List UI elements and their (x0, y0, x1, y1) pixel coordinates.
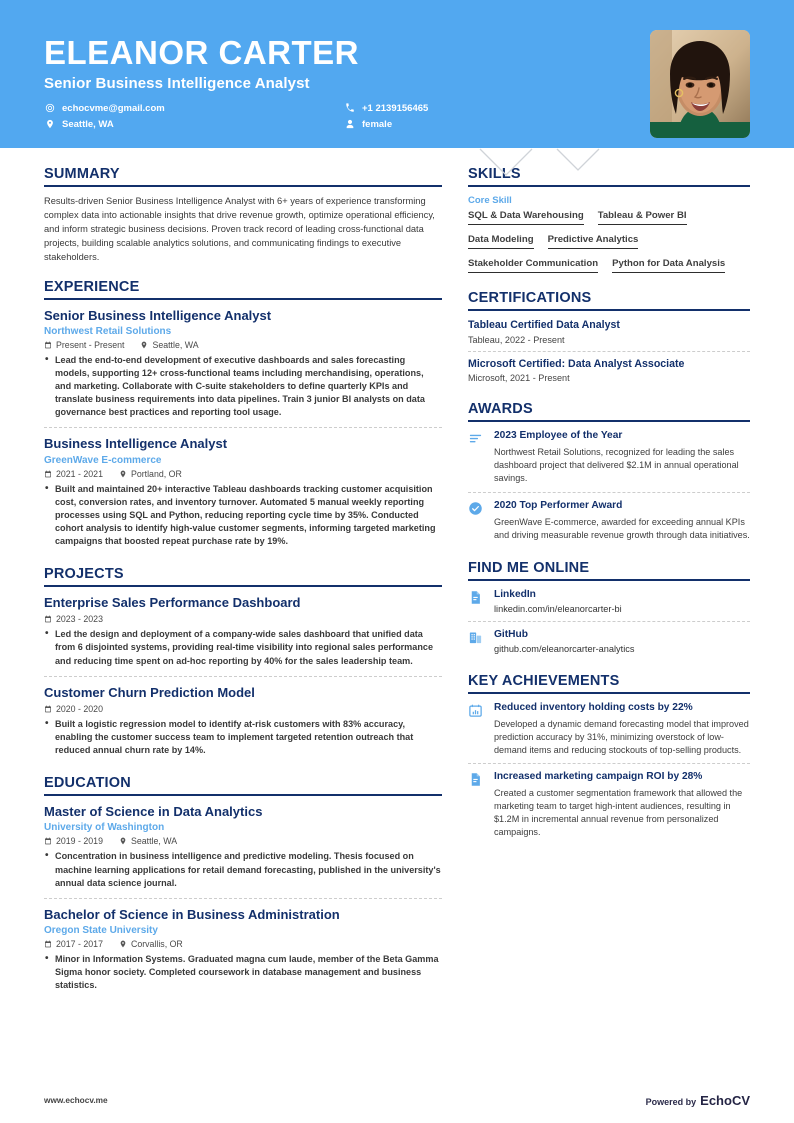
entry-location: Corvallis, OR (119, 939, 183, 949)
award-title: 2020 Top Performer Award (494, 499, 623, 511)
section-education (44, 775, 442, 1000)
contact-gender-value: female (362, 118, 393, 130)
project-entry (44, 595, 442, 677)
at-icon (44, 103, 55, 114)
pin-icon (119, 837, 127, 845)
entry-meta (44, 704, 442, 714)
contact-list (44, 103, 428, 130)
divider (468, 579, 750, 581)
entry-dates: 2019 - 2019 (44, 836, 103, 846)
calendar-icon (44, 837, 52, 845)
online-profile-url[interactable]: linkedin.com/in/eleanorcarter-bi (494, 604, 622, 615)
header-left (44, 30, 428, 130)
resume-body (0, 148, 794, 1008)
resume-footer (0, 1077, 794, 1123)
bullet: • Led the design and deployment of a company-wide sales dashboard that unified data from 6 disjointed systems, providing real-time visibility into regional sales performance and reducing time spent on ad-hoc reporting by 40% for the sales leadership team. (44, 628, 442, 667)
pin-icon (119, 940, 127, 948)
entry-title: Bachelor of Science in Business Administration (44, 906, 340, 922)
certification-item (468, 358, 750, 390)
entry-location: Seattle, WA (140, 340, 198, 350)
certification-subtitle: Tableau, 2022 - Present (468, 334, 565, 345)
right-column (468, 166, 750, 1008)
section-summary (44, 166, 442, 265)
document-icon (468, 589, 485, 614)
section-skills (468, 166, 750, 278)
entry-bullets (44, 850, 442, 889)
entry-dates: 2017 - 2017 (44, 939, 103, 949)
certification-title: Microsoft Certified: Data Analyst Associate (468, 357, 685, 370)
section-find-me-online (468, 560, 750, 661)
job-title: Senior Business Intelligence Analyst (44, 74, 310, 92)
section-heading-projects: PROJECTS (44, 566, 124, 583)
online-profile-title: GitHub (494, 629, 528, 641)
experience-entry (44, 308, 442, 429)
avatar-illustration (650, 30, 750, 138)
section-heading-experience: EXPERIENCE (44, 278, 140, 295)
contact-location (44, 119, 344, 130)
project-entry (44, 685, 442, 766)
award-title: 2023 Employee of the Year (494, 430, 623, 442)
achievement-item (468, 702, 750, 764)
section-experience (44, 279, 442, 556)
education-entry (44, 804, 442, 899)
section-awards (468, 401, 750, 548)
skill-tag: Stakeholder Communication (468, 258, 598, 273)
certification-subtitle: Microsoft, 2021 - Present (468, 373, 570, 384)
entry-title: Business Intelligence Analyst (44, 436, 228, 452)
phone-icon (344, 103, 355, 114)
bullet: • Built and maintained 20+ interactive Tableau dashboards tracking customer acquisition cost, conversion rates, and inventory turnover. Automated 5 manual weekly reporting processes using SQL and Python, reducing reporting cycle time by 35%. Conducted cohort analysis to identify high-value customer segments, informing targeted marketing campaigns that boosted repeat purchase rate by 19%. (44, 483, 442, 548)
entry-bullets (44, 483, 442, 548)
section-projects (44, 566, 442, 765)
calendar-chart-icon (468, 702, 485, 756)
achievement-description: Created a customer segmentation framework that allowed the marketing team to target high-intent audiences, resulting in $1.2M in incremental annual revenue from personalized campaigns. (494, 788, 743, 837)
skill-group-label: Core Skill (468, 195, 512, 206)
entry-meta (44, 614, 442, 624)
entry-dates: 2021 - 2021 (44, 469, 103, 479)
entry-title: Enterprise Sales Performance Dashboard (44, 595, 301, 611)
section-heading-achievements: KEY ACHIEVEMENTS (468, 672, 620, 689)
divider (468, 185, 750, 187)
person-icon (344, 119, 355, 130)
calendar-icon (44, 940, 52, 948)
pin-icon (44, 119, 55, 130)
divider (44, 298, 442, 300)
entry-dates: 2023 - 2023 (44, 614, 103, 624)
entry-dates: 2020 - 2020 (44, 704, 103, 714)
calendar-icon (44, 615, 52, 623)
entry-title: Senior Business Intelligence Analyst (44, 307, 272, 323)
contact-phone[interactable] (344, 103, 428, 114)
page-title: ELEANOR CARTER (44, 34, 360, 71)
award-item (468, 500, 750, 549)
online-profile-url[interactable]: github.com/eleanorcarter-analytics (494, 643, 635, 654)
achievement-description: Developed a dynamic demand forecasting model that improved prediction accuracy by 31%, minimizing overstock of low-demand items and reducing stockouts of top-selling products. (494, 718, 749, 755)
entry-dates: Present - Present (44, 340, 124, 350)
entry-meta (44, 939, 442, 949)
entry-title: Customer Churn Prediction Model (44, 684, 255, 700)
skill-tag: SQL & Data Warehousing (468, 210, 584, 225)
skill-tag: Predictive Analytics (548, 234, 639, 249)
entry-location: Portland, OR (119, 469, 182, 479)
building-icon (468, 629, 485, 654)
entry-organization: University of Washington (44, 822, 165, 834)
achievement-item (468, 771, 750, 845)
section-heading-summary: SUMMARY (44, 166, 120, 182)
contact-phone-value: +1 2139156465 (362, 102, 429, 114)
section-heading-certifications: CERTIFICATIONS (468, 290, 592, 306)
entry-title: Master of Science in Data Analytics (44, 804, 263, 820)
section-heading-skills: SKILLS (468, 166, 521, 182)
contact-email[interactable] (44, 103, 344, 114)
skill-tag: Python for Data Analysis (612, 258, 725, 273)
entry-meta (44, 340, 442, 350)
online-profile-title: LinkedIn (494, 589, 536, 601)
divider (468, 309, 750, 311)
certification-item (468, 319, 750, 352)
calendar-icon (44, 341, 52, 349)
entry-bullets (44, 718, 442, 757)
resume-header (0, 0, 794, 148)
section-certifications (468, 290, 750, 389)
entry-organization: Oregon State University (44, 924, 158, 936)
skill-tag: Data Modeling (468, 234, 534, 249)
avatar (650, 30, 750, 138)
footer-brand: EchoCV (700, 1092, 750, 1108)
section-heading-education: EDUCATION (44, 775, 131, 792)
document-icon (468, 771, 485, 838)
contact-email-value: echocvme@gmail.com (62, 102, 165, 114)
check-circle-icon (468, 500, 485, 542)
award-description: Northwest Retail Solutions, recognized for leading the sales dashboard project that delivered $2.1M in annual operational savings. (494, 447, 739, 483)
education-entry (44, 907, 442, 1001)
left-column (44, 166, 442, 1008)
bullet: • Concentration in business intelligence and predictive modeling. Thesis focused on machine learning applications for retail demand forecasting, published in the university's annual data science journal. (44, 850, 442, 889)
entry-bullets (44, 354, 442, 419)
footer-site-url[interactable]: www.echocv.me (44, 1095, 108, 1105)
contact-location-value: Seattle, WA (62, 118, 114, 130)
divider (468, 692, 750, 694)
achievement-title: Reduced inventory holding costs by 22% (494, 701, 693, 713)
contact-gender (344, 119, 428, 130)
divider (468, 420, 750, 422)
bullet: • Minor in Information Systems. Graduated magna cum laude, member of the Beta Gamma Sigma honor society. Completed coursework in database management and business statistics. (44, 953, 442, 992)
skill-tag: Tableau & Power BI (598, 210, 687, 225)
entry-meta (44, 836, 442, 846)
entry-organization: Northwest Retail Solutions (44, 325, 172, 337)
divider (44, 585, 442, 587)
bullet: • Lead the end-to-end development of executive dashboards and sales forecasting models, supporting 12+ cross-functional teams including merchandising, operations, and marketing. Collaborate with C-suite stakeholders to define quarterly KPIs and translate business requirements into data pipelines. Train 3 junior BI analysts on data governance best practices and reporting tool usage. (44, 354, 442, 419)
entry-meta (44, 469, 442, 479)
achievement-title: Increased marketing campaign ROI by 28% (494, 771, 703, 783)
certification-title: Tableau Certified Data Analyst (468, 319, 620, 331)
entry-organization: GreenWave E-commerce (44, 454, 162, 466)
footer-powered-label: Powered by (645, 1096, 697, 1107)
pin-icon (140, 341, 148, 349)
calendar-icon (44, 470, 52, 478)
section-heading-awards: AWARDS (468, 401, 533, 418)
calendar-icon (44, 705, 52, 713)
skill-tag-list (468, 210, 750, 278)
summary-text: Results-driven Senior Business Intelligence Analyst with 6+ years of experience transforming complex data into actionable insights that drive revenue growth, optimize operational efficiency, and inform strategic business decisions. Proven track record of leading cross-functional data projects, building scalable analytics solutions, and communicating findings to executive stakeholders. (44, 196, 435, 262)
experience-entry (44, 436, 442, 556)
online-profile-linkedin[interactable] (468, 589, 750, 622)
section-key-achievements (468, 673, 750, 846)
pin-icon (119, 470, 127, 478)
online-profile-github[interactable] (468, 629, 750, 661)
divider (44, 794, 442, 796)
section-heading-online: FIND ME ONLINE (468, 560, 590, 577)
divider (44, 185, 442, 187)
entry-location: Seattle, WA (119, 836, 177, 846)
footer-powered-by (646, 1093, 750, 1108)
entry-bullets (44, 953, 442, 992)
award-item (468, 430, 750, 492)
entry-bullets (44, 628, 442, 667)
lines-icon (468, 430, 485, 484)
bullet: • Built a logistic regression model to identify at-risk customers with 83% accuracy, enabling the customer success team to implement targeted retention outreach that reduced annual churn rate by 14%. (44, 718, 442, 757)
award-description: GreenWave E-commerce, awarded for exceeding annual KPIs and driving measurable revenue growth through data initiatives. (494, 516, 750, 540)
